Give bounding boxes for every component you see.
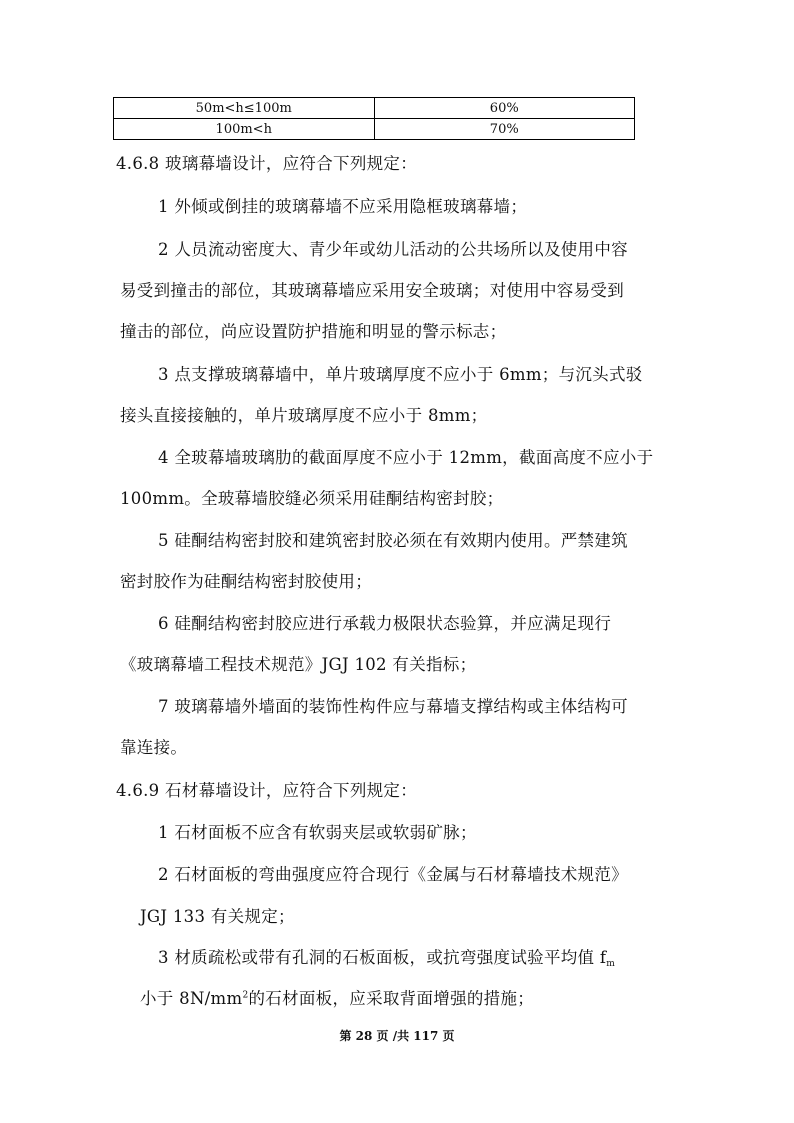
clause-4-6-8-1: 1 外倾或倒挂的玻璃幕墙不应采用隐框玻璃幕墙；: [158, 197, 528, 216]
clause-4-6-9-1: 1 石材面板不应含有软弱夹层或软弱矿脉；: [158, 823, 477, 842]
clause-4-6-9-3: [158, 944, 615, 969]
clause-4-6-8-5-cont: 密封胶作为硅酮结构密封胶使用；: [120, 572, 372, 591]
clause-4-6-9-3-text: 3 材质疏松或带有孔洞的石板面板，或抗弯强度试验平均值 f: [158, 948, 607, 967]
clause-4-6-8-2-cont: 撞击的部位，尚应设置防护措施和明显的警示标志；: [120, 322, 507, 341]
clause-4-6-8-3-cont: 接头直接接触的，单片玻璃厚度不应小于 8mm；: [120, 406, 488, 425]
table-cell-ratio: 70%: [374, 119, 635, 140]
clause-4-6-8-2-cont: 易受到撞击的部位，其玻璃幕墙应采用安全玻璃；对使用中容易受到: [120, 281, 624, 300]
clause-4-6-8-5: 5 硅酮结构密封胶和建筑密封胶必须在有效期内使用。严禁建筑: [158, 531, 628, 550]
superscript-2: 2: [242, 990, 249, 1001]
table-cell-height: 100m<h: [114, 119, 375, 140]
page-footer: 第 28 页 /共 117 页: [339, 1029, 455, 1043]
clause-4-6-8-4: 4 全玻幕墙玻璃肋的截面厚度不应小于 12mm，截面高度不应小于: [158, 448, 654, 467]
clause-4-6-9-3-cont: [140, 985, 534, 1009]
clause-4-6-8-7: 7 玻璃幕墙外墙面的装饰性构件应与幕墙支撑结构或主体结构可: [158, 697, 628, 716]
table-row: [114, 119, 635, 140]
clause-4-6-9-2-cont: JGJ 133 有关规定；: [140, 907, 295, 926]
clause-4-6-8-6-cont: 《玻璃幕墙工程技术规范》JGJ 102 有关指标；: [120, 655, 477, 674]
table-cell-ratio: 60%: [374, 98, 635, 119]
clause-4-6-8-7-cont: 靠连接。: [120, 738, 188, 757]
clause-4-6-9-3-cont-text: 小于 8N/mm: [140, 989, 243, 1008]
clause-4-6-9-3-cont-tail: 的石材面板，应采取背面增强的措施；: [248, 989, 535, 1008]
section-4-6-8-heading: 4.6.8 玻璃幕墙设计，应符合下列规定：: [116, 154, 418, 173]
table-cell-height: 50m<h≤100m: [114, 98, 375, 119]
table-row: [114, 98, 635, 119]
clause-4-6-9-2: 2 石材面板的弯曲强度应符合现行《金属与石材幕墙技术规范》: [158, 865, 628, 884]
clause-4-6-8-4-cont: 100mm。全玻幕墙胶缝必须采用硅酮结构密封胶；: [120, 489, 504, 508]
clause-4-6-8-2: 2 人员流动密度大、青少年或幼儿活动的公共场所以及使用中容: [158, 240, 628, 259]
clause-4-6-8-3: 3 点支撑玻璃幕墙中，单片玻璃厚度不应小于 6mm；与沉头式驳: [158, 365, 643, 384]
clause-4-6-8-6: 6 硅酮结构密封胶应进行承载力极限状态验算，并应满足现行: [158, 614, 612, 633]
section-4-6-9-heading: 4.6.9 石材幕墙设计，应符合下列规定：: [116, 781, 418, 800]
height-ratio-table: [113, 97, 635, 140]
subscript-m: m: [606, 959, 616, 969]
